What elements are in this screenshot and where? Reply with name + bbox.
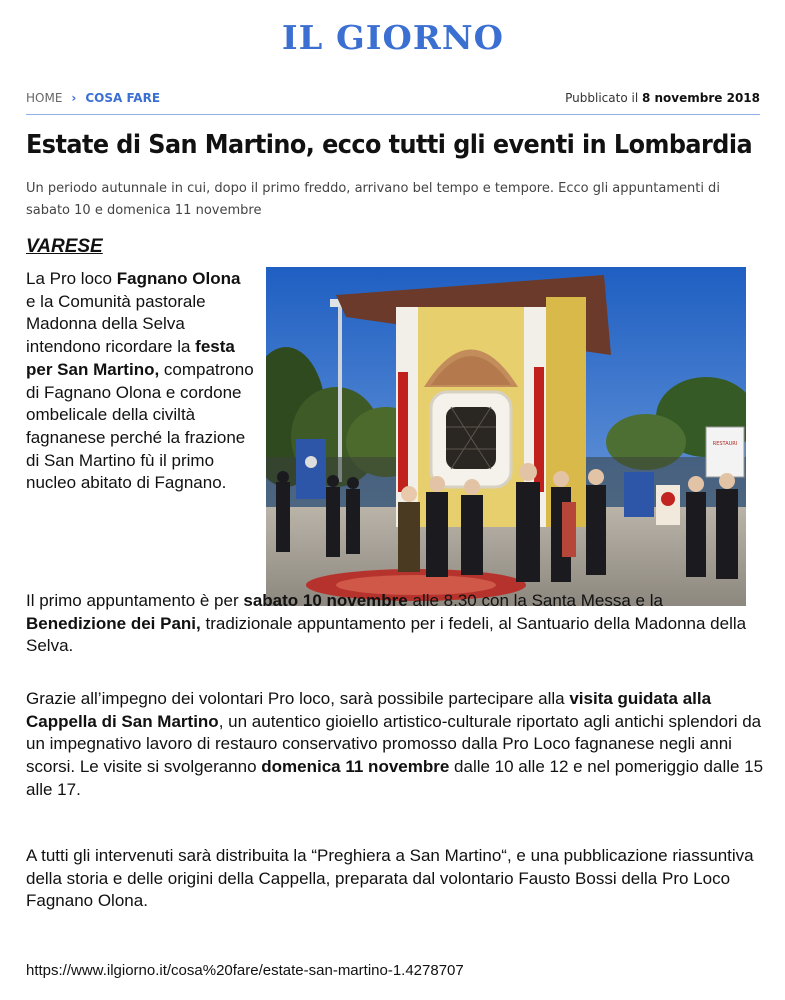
paragraph-first-event xyxy=(26,590,766,658)
text-run-bold: domenica 11 novembre xyxy=(261,757,450,777)
text-run: Il primo appuntamento è per xyxy=(26,591,244,610)
article-photo xyxy=(266,267,746,606)
text-run: dalle 10 alle 12 e nel pomeriggio dalle 15 alle 17. xyxy=(26,757,764,799)
text-run: Grazie all’impegno dei volontari Pro loco, sarà possibile partecipare alla xyxy=(26,689,570,708)
text-run-bold: sabato 10 novembre xyxy=(243,591,408,610)
text-run-bold: visita guidata alla Cappella di San Martino xyxy=(26,689,712,731)
masthead xyxy=(0,18,785,57)
article-meta-bar xyxy=(26,88,760,112)
paragraph-prayer: A tutti gli intervenuti sarà distribuita la “Preghiera a San Martino“, e una pubblicazione riassuntiva della storia e delle origini della Cappella, preparata dal volontario Fausto Bossi della Pro Loco Fagnano Olona. xyxy=(26,846,754,911)
photo-sign-text: RESTAURI xyxy=(712,441,738,447)
breadcrumb-separator: › xyxy=(71,91,77,105)
divider xyxy=(26,114,760,115)
breadcrumb xyxy=(26,91,160,105)
region-heading: VARESE xyxy=(26,236,103,257)
text-run-bold: Fagnano Olona xyxy=(116,269,241,288)
source-url[interactable]: https://www.ilgiorno.it/cosa%20fare/estate-san-martino-1.4278707 xyxy=(26,962,464,979)
published-prefix: Pubblicato il xyxy=(565,91,639,105)
text-run-bold: Benedizione dei Pani, xyxy=(26,613,201,633)
paragraph-guided-visit xyxy=(26,688,766,802)
breadcrumb-section[interactable]: COSA FARE xyxy=(85,91,161,105)
article-subtitle: Un periodo autunnale in cui, dopo il primo freddo, arrivano bel tempo e tempore. Ecco gli appuntamenti di sabato 10 e domenica 11 novembre xyxy=(26,181,720,218)
text-run: alle 8.30 con la Santa Messa e la xyxy=(407,591,663,610)
text-run: , un autentico gioiello artistico-culturale riportato agli antichi splendori da un impegnativo lavoro di restauro conservativo promosso dalla Pro Loco fagnanese negli anni scorsi. Le visite si svolgeranno xyxy=(26,711,762,777)
text-run: La Pro loco xyxy=(26,269,117,288)
published-date-value: 8 novembre 2018 xyxy=(641,91,760,105)
published-date xyxy=(565,91,760,105)
paragraph-intro xyxy=(26,268,254,495)
text-run-bold: festa per San Martino, xyxy=(26,337,235,379)
text-run: compatrono di Fagnano Olona e cordone ombelicale della civiltà fagnanese perché la frazione di San Martino fù il primo nucleo abitato di Fagnano. xyxy=(26,359,254,493)
text-run: tradizionale appuntamento per i fedeli, al Santuario della Madonna della Selva. xyxy=(26,613,747,656)
breadcrumb-home[interactable]: HOME xyxy=(26,91,63,105)
site-logo[interactable]: IL GIORNO xyxy=(281,18,504,57)
article-title: Estate di San Martino, ecco tutti gli eventi in Lombardia xyxy=(26,130,753,160)
text-run: e la Comunità pastorale Madonna della Selva intendono ricordare la xyxy=(26,291,206,357)
